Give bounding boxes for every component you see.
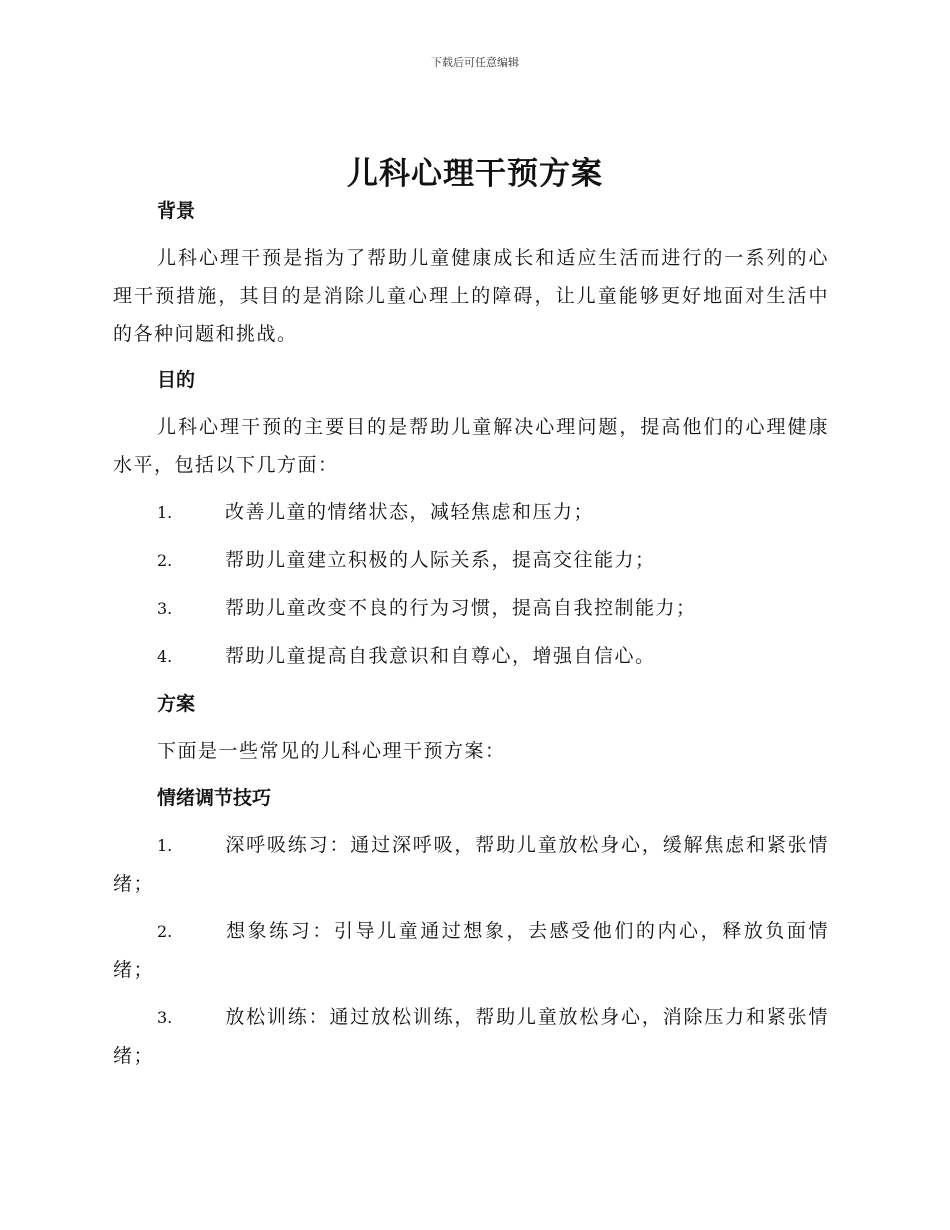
- list-item: [113, 637, 829, 676]
- list-text: 改善儿童的情绪状态，减轻焦虑和压力；: [225, 501, 595, 523]
- emotion-list: [113, 826, 829, 1075]
- list-item: [113, 826, 829, 903]
- document-title: 儿科心理干预方案: [347, 156, 603, 192]
- list-item: [113, 493, 829, 532]
- list-number: 4.: [157, 647, 173, 666]
- heading-plan: 方案: [157, 693, 196, 715]
- list-number: 2.: [157, 922, 173, 941]
- list-text: 帮助儿童改变不良的行为习惯，提高自我控制能力；: [225, 597, 697, 619]
- purpose-list: [113, 493, 829, 676]
- list-text: 帮助儿童提高自我意识和自尊心，增强自信心。: [225, 645, 656, 667]
- list-number: 1.: [157, 503, 173, 522]
- paragraph-plan: 下面是一些常见的儿科心理干预方案：: [157, 740, 506, 762]
- document-body: [113, 192, 829, 1084]
- heading-background: 背景: [157, 200, 196, 222]
- list-text: 放松训练：通过放松训练，帮助儿童放松身心，消除压力和紧张情绪；: [113, 1006, 829, 1067]
- list-number: 2.: [157, 551, 173, 570]
- list-number: 1.: [157, 836, 173, 855]
- list-text: 想象练习：引导儿童通过想象，去感受他们的内心，释放负面情绪；: [113, 920, 829, 981]
- page-header-note: 下载后可任意编辑: [431, 56, 519, 69]
- list-item: [113, 589, 829, 628]
- list-item: [113, 912, 829, 989]
- paragraph-purpose: 儿科心理干预的主要目的是帮助儿童解决心理问题，提高他们的心理健康水平，包括以下几方面：: [113, 416, 829, 476]
- list-text: 帮助儿童建立积极的人际关系，提高交往能力；: [225, 549, 656, 571]
- list-number: 3.: [157, 599, 173, 618]
- heading-emotion-regulation: 情绪调节技巧: [157, 787, 272, 809]
- list-number: 3.: [157, 1008, 173, 1027]
- list-text: 深呼吸练习：通过深呼吸，帮助儿童放松身心，缓解焦虑和紧张情绪；: [113, 834, 829, 895]
- heading-purpose: 目的: [157, 369, 196, 391]
- list-item: [113, 541, 829, 580]
- paragraph-background: 儿科心理干预是指为了帮助儿童健康成长和适应生活而进行的一系列的心理干预措施，其目的是消除儿童心理上的障碍，让儿童能够更好地面对生活中的各种问题和挑战。: [113, 247, 829, 345]
- list-item: [113, 998, 829, 1075]
